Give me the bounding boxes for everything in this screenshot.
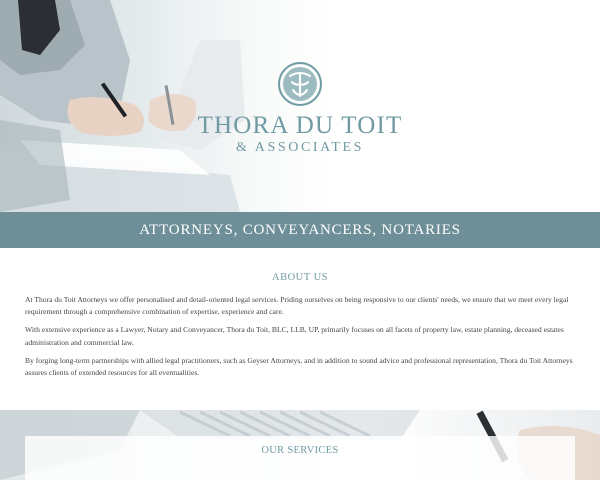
services-card [25, 436, 575, 480]
brand-logo[interactable] [180, 58, 420, 158]
tagline-banner [0, 212, 600, 248]
about-section [0, 248, 600, 410]
about-paragraph-2: With extensive experience as a Lawyer, Notary and Conveyancer, Thora du Toit, BLC, LLB, UP, primarily focuses on all facets of property law, estate planning, deceased estates administration and commercial law. [25, 325, 564, 347]
hero-section [0, 0, 600, 212]
about-heading: ABOUT US [271, 272, 329, 283]
about-paragraph-3: By forging long-term partnerships with allied legal practitioners, such as Geyser Attorneys, and in addition to sound advice and professional representation, Thora du Toit Attorneys assures clients of extended resources for all eventualities. [25, 355, 573, 378]
about-paragraph-1: At Thora du Toit Attorneys we offer personalised and detail-oriented legal services. Priding ourselves on being responsive to our clients' needs, we ensure that we meet every legal requirement through a comprehensive combination of expertise, experience and care. [25, 295, 569, 317]
about-body [25, 294, 580, 385]
brand-name: THORA DU TOIT [197, 112, 403, 139]
brand-subtitle: & ASSOCIATES [235, 140, 365, 155]
tagline-text: ATTORNEYS, CONVEYANCERS, NOTARIES [139, 221, 461, 238]
services-section [0, 410, 600, 480]
logo-monogram-icon [276, 60, 324, 108]
services-heading: OUR SERVICES [261, 445, 339, 456]
